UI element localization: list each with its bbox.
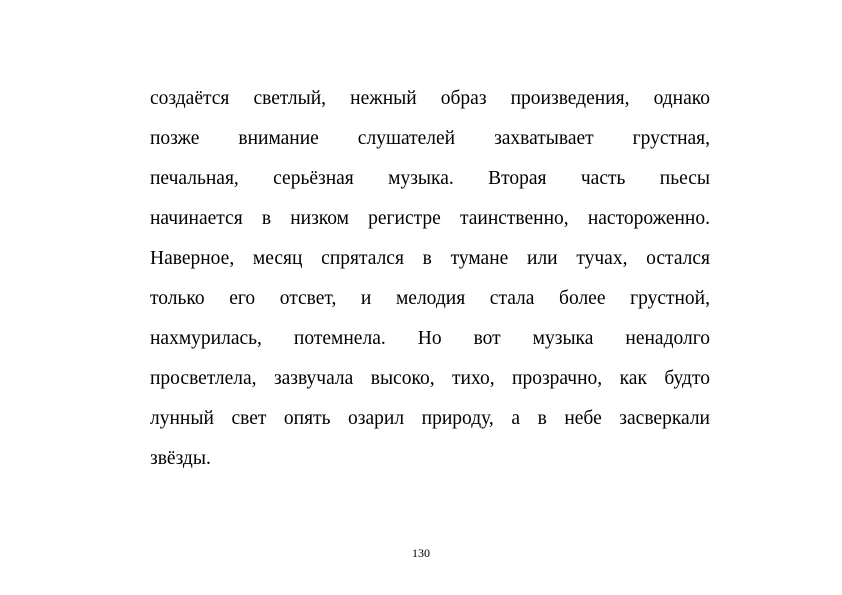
paragraph-line: нахмурилась, потемнела. Но вот музыка ненадолго: [150, 328, 710, 349]
paragraph-line: лунный свет опять озарил природу, а в небе засверкали: [150, 408, 710, 429]
paragraph-line: печальная, серьёзная музыка. Вторая часть пьесы: [150, 168, 710, 189]
paragraph-line: начинается в низком регистре таинственно, настороженно.: [150, 208, 710, 229]
paragraph-line: просветлела, зазвучала высоко, тихо, прозрачно, как будто: [150, 368, 710, 389]
paragraph-line: создаётся светлый, нежный образ произведения, однако: [150, 88, 710, 109]
paragraph-line: звёзды.: [150, 448, 211, 469]
page-number: 130: [412, 546, 430, 560]
paragraph-line: позже внимание слушателей захватывает грустная,: [150, 128, 710, 149]
paragraph-line: только его отсвет, и мелодия стала более грустной,: [150, 288, 710, 309]
body-paragraph: [150, 84, 710, 484]
paragraph-line: Наверное, месяц спрятался в тумане или тучах, остался: [150, 248, 710, 269]
